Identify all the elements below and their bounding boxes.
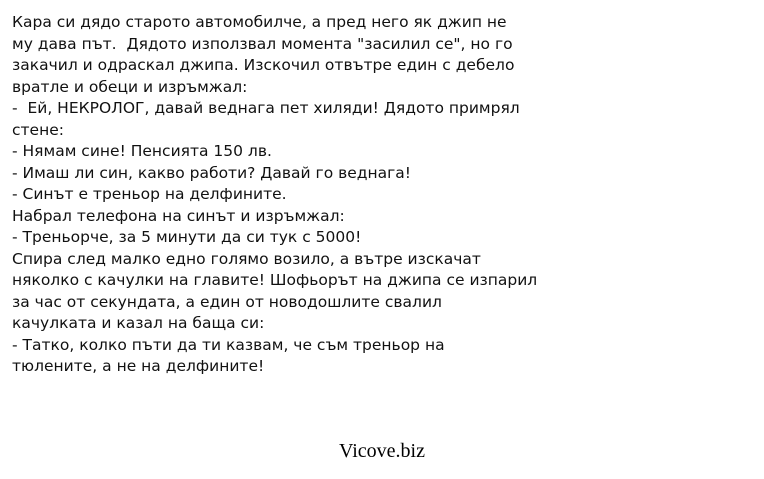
joke-line: - Синът е треньор на делфините. xyxy=(12,185,287,203)
joke-line: - Имаш ли син, какво работи? Давай го веднага! xyxy=(12,163,411,182)
joke-line: тюлените, а не на делфините! xyxy=(12,357,265,375)
joke-text xyxy=(12,12,752,378)
joke-line: Набрал телефона на синът и изръмжал: xyxy=(12,206,345,225)
joke-line: закачил и одраскал джипа. Изскочил отвътре един с дебело xyxy=(12,56,515,74)
joke-line: Кара си дядо старото автомобилче, а пред него як джип не xyxy=(12,13,507,31)
joke-line: качулката и казал на баща си: xyxy=(12,314,265,332)
site-watermark: Vicove.biz xyxy=(339,440,425,462)
joke-line: за час от секундата, а един от новодошлите свалил xyxy=(12,292,442,311)
joke-line: - Татко, колко пъти да ти казвам, че съм треньор на xyxy=(12,335,445,354)
joke-line: му дава път. Дядото използвал момента "засилил се", но го xyxy=(12,34,513,53)
joke-line: - Треньорче, за 5 минути да си тук с 5000! xyxy=(12,228,362,246)
joke-line: - Ей, НЕКРОЛОГ, давай веднага пет хиляди! Дядото примрял xyxy=(12,99,520,117)
joke-line: Спира след малко едно голямо возило, а вътре изскачат xyxy=(12,249,481,268)
joke-line: вратле и обеци и изръмжал: xyxy=(12,77,248,96)
joke-line: няколко с качулки на главите! Шофьорът на джипа се изпарил xyxy=(12,271,538,289)
joke-line: - Нямам сине! Пенсията 150 лв. xyxy=(12,142,272,160)
joke-line: стене: xyxy=(12,120,64,139)
